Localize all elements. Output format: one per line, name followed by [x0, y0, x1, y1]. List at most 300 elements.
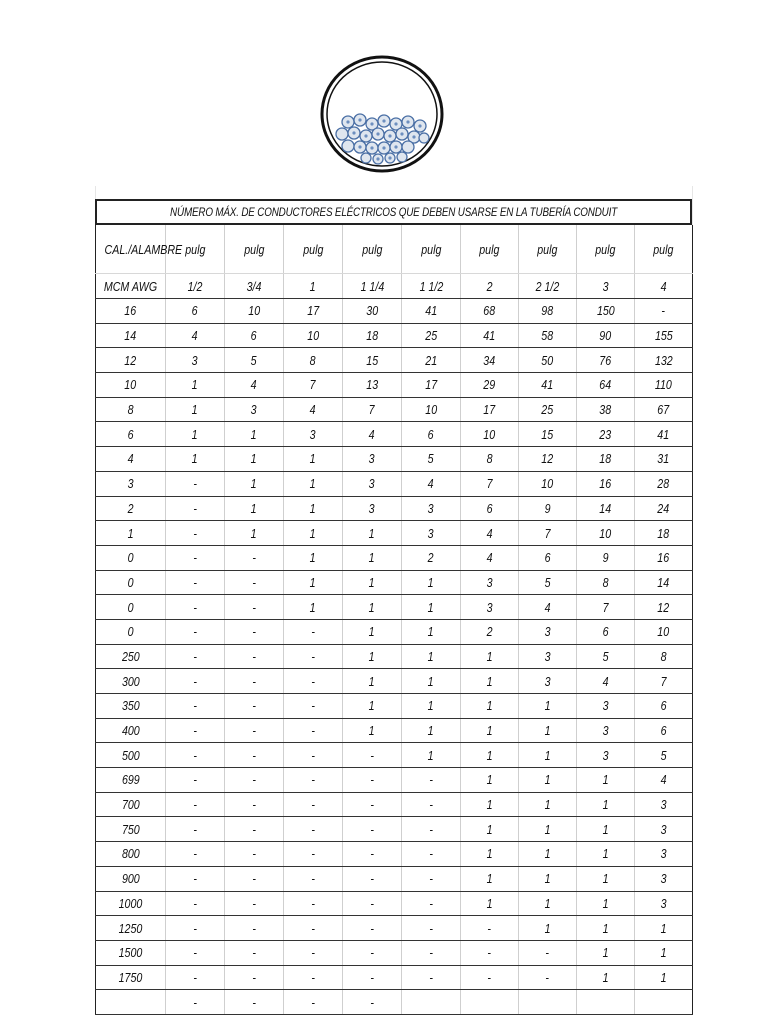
table-cell [519, 965, 577, 990]
table-cell [343, 619, 402, 644]
cell-text: 1 [369, 550, 375, 566]
table-cell [577, 471, 635, 496]
cell-text: 1 [369, 648, 375, 664]
table-cell [343, 866, 402, 891]
table-cell [166, 990, 225, 1015]
table-row [96, 768, 693, 793]
table-cell [225, 619, 284, 644]
table-cell [284, 768, 343, 793]
table-cell [577, 916, 635, 941]
table-cell [343, 521, 402, 546]
table-cell [519, 299, 577, 324]
table-row [96, 669, 693, 694]
cell-text: MCM AWG [103, 278, 158, 294]
cell-text: 1 [369, 698, 375, 714]
table-cell [519, 940, 577, 965]
cell-text: - [252, 797, 256, 813]
row-label-cell [96, 225, 183, 274]
cell-text: 1 [310, 476, 316, 492]
table-cell [166, 619, 225, 644]
cell-text: 2 [486, 278, 493, 294]
table-cell [343, 595, 402, 620]
table-cell [166, 718, 225, 743]
cell-text: 1 [369, 599, 375, 615]
cell-text: pulg [595, 241, 616, 257]
cell-text: 3 [486, 599, 493, 615]
cell-text: 21 [425, 352, 437, 368]
cell-text: 3 [660, 821, 667, 837]
table-cell [284, 940, 343, 965]
cell-text: 1 [428, 698, 434, 714]
table-cell [284, 669, 343, 694]
table-cell [402, 545, 461, 570]
table-cell [402, 619, 461, 644]
table-cell [577, 348, 635, 373]
table-cell [461, 545, 519, 570]
cell-text: - [193, 673, 197, 689]
cell-text: pulg [479, 241, 500, 257]
cell-text: 10 [425, 402, 437, 418]
cell-text: 1 [486, 673, 493, 689]
cell-text: - [252, 969, 256, 985]
table-cell [519, 471, 577, 496]
cell-text: 3 [544, 624, 551, 640]
cell-text: - [370, 945, 374, 961]
cell-text: 1750 [118, 969, 143, 985]
cell-text: 5 [660, 747, 667, 763]
cell-text: - [252, 821, 256, 837]
table-cell [343, 916, 402, 941]
table-row [96, 990, 693, 1015]
cell-text: 8 [660, 648, 667, 664]
table-cell [284, 743, 343, 768]
cell-text: 1 [602, 969, 609, 985]
table-cell [284, 817, 343, 842]
table-cell [577, 397, 635, 422]
table-cell [577, 866, 635, 891]
cell-text: - [429, 969, 433, 985]
cell-text: 1 [369, 574, 375, 590]
cell-text: 1 [428, 648, 434, 664]
table-cell [166, 891, 225, 916]
cell-text: - [311, 895, 315, 911]
cell-text: 18 [657, 525, 670, 541]
cell-text: 6 [660, 723, 667, 739]
cell-text: 1 [428, 624, 434, 640]
cell-text: - [193, 624, 197, 640]
row-label-cell [96, 644, 166, 669]
cell-text: 1 [486, 895, 493, 911]
table-cell [402, 866, 461, 891]
table-cell [402, 694, 461, 719]
table-cell [461, 644, 519, 669]
row-label-cell [96, 792, 166, 817]
cell-text: 6 [544, 550, 551, 566]
table-cell [343, 496, 402, 521]
cell-text: 10 [483, 426, 496, 442]
cell-text: 3 [127, 476, 134, 492]
cell-text: 1 1/2 [419, 278, 443, 294]
table-cell [343, 397, 402, 422]
cell-text: - [252, 574, 256, 590]
cell-text: 4 [127, 451, 134, 467]
cell-text: 350 [121, 698, 140, 714]
cell-text: 15 [541, 426, 554, 442]
table-cell [343, 669, 402, 694]
table-cell [284, 397, 343, 422]
cell-text: 1 [251, 476, 257, 492]
conduit-cross-section-icon [320, 54, 444, 174]
cell-text: - [429, 871, 433, 887]
table-cell [577, 965, 635, 990]
cell-text: - [487, 945, 492, 961]
cell-text: - [429, 895, 433, 911]
table-cell [402, 965, 461, 990]
cell-text: 6 [602, 624, 609, 640]
table-cell [461, 891, 519, 916]
cell-text: - [311, 747, 315, 763]
table-row [96, 570, 693, 595]
cell-text: 1 [602, 772, 609, 788]
cell-text: 3 [602, 698, 609, 714]
table-cell [635, 471, 693, 496]
cell-text: 6 [192, 303, 198, 319]
cell-text: 699 [121, 772, 140, 788]
cell-text: - [252, 723, 256, 739]
table-cell [225, 965, 284, 990]
table-cell [166, 521, 225, 546]
cell-text: - [252, 599, 256, 615]
cell-text: - [311, 624, 315, 640]
cell-text: - [370, 994, 374, 1010]
cell-text: 155 [654, 328, 673, 344]
table-row [96, 916, 693, 941]
table-row [96, 348, 693, 373]
row-label-cell [96, 842, 166, 867]
row-label-cell [96, 866, 166, 891]
cell-text: - [193, 747, 197, 763]
cell-text: 4 [369, 426, 375, 442]
table-cell [402, 916, 461, 941]
table-cell [343, 570, 402, 595]
table-cell [461, 422, 519, 447]
table-cell [166, 274, 225, 299]
table-cell [225, 521, 284, 546]
cell-text: - [370, 895, 374, 911]
table-cell [166, 768, 225, 793]
cell-text: 10 [541, 476, 554, 492]
cell-text: - [311, 673, 315, 689]
table-cell [635, 299, 693, 324]
table-row [96, 447, 693, 472]
cell-text: 3 [369, 500, 375, 516]
cell-text: - [252, 747, 256, 763]
table-cell [635, 373, 693, 398]
table-cell [343, 817, 402, 842]
table-cell [519, 373, 577, 398]
cell-text: 15 [366, 352, 378, 368]
table-cell [402, 644, 461, 669]
cell-text: 1 [251, 525, 257, 541]
table-cell [343, 842, 402, 867]
cell-text: 7 [486, 476, 493, 492]
cell-text: 3 [486, 574, 493, 590]
table-cell [635, 545, 693, 570]
table-cell [225, 891, 284, 916]
table-cell [166, 323, 225, 348]
table-cell [519, 225, 577, 274]
row-label-cell [96, 669, 166, 694]
cell-text: - [311, 723, 315, 739]
table-cell [461, 471, 519, 496]
cell-text: 1 [428, 574, 434, 590]
table-cell [166, 348, 225, 373]
conduit-fill-table-sheet [95, 199, 692, 1015]
table-cell [519, 817, 577, 842]
table-cell [225, 397, 284, 422]
cell-text: 25 [541, 402, 554, 418]
table-cell [635, 323, 693, 348]
cell-text: 1 [428, 747, 434, 763]
cell-text: 68 [483, 303, 496, 319]
table-cell [461, 990, 519, 1015]
table-cell [635, 916, 693, 941]
cell-text: 1 [486, 648, 493, 664]
cell-text: 5 [428, 451, 434, 467]
cell-text: - [370, 772, 374, 788]
cell-text: 7 [369, 402, 375, 418]
cell-text: 1 [192, 451, 198, 467]
cell-text: 4 [486, 525, 493, 541]
cell-text: - [193, 969, 197, 985]
cell-text: 31 [657, 451, 670, 467]
table-cell [402, 447, 461, 472]
cell-text: 1 [428, 723, 434, 739]
cell-text: 24 [657, 500, 670, 516]
cell-text: 1 [602, 945, 609, 961]
cell-text: - [252, 698, 256, 714]
cell-text: 3 [544, 648, 551, 664]
cell-text: - [252, 624, 256, 640]
cell-text: 1 [251, 426, 257, 442]
table-cell [577, 373, 635, 398]
table-cell [461, 397, 519, 422]
cell-text: 1 [127, 525, 134, 541]
cell-text: - [370, 871, 374, 887]
table-title [95, 199, 692, 225]
cell-text: 14 [657, 574, 670, 590]
table-cell [577, 422, 635, 447]
table-cell [519, 422, 577, 447]
cell-text: - [429, 945, 433, 961]
row-label-cell [96, 743, 166, 768]
cell-text: - [193, 797, 197, 813]
table-cell [461, 817, 519, 842]
cell-text: 76 [599, 352, 612, 368]
table-cell [519, 990, 577, 1015]
table-cell [519, 447, 577, 472]
cell-text: 34 [483, 352, 496, 368]
cell-text: 3 [310, 426, 316, 442]
cell-text: - [193, 945, 197, 961]
table-cell [519, 718, 577, 743]
cell-text: - [370, 797, 374, 813]
table-cell [519, 595, 577, 620]
table-cell [166, 595, 225, 620]
table-cell [284, 471, 343, 496]
cell-text: 18 [366, 328, 378, 344]
table-cell [519, 570, 577, 595]
table-cell [166, 965, 225, 990]
cell-text: - [193, 648, 197, 664]
cell-text: 17 [307, 303, 319, 319]
table-cell [519, 916, 577, 941]
cell-text: 3 [544, 673, 551, 689]
cell-text: 98 [541, 303, 554, 319]
cell-text: - [487, 969, 492, 985]
table-cell [577, 619, 635, 644]
cell-text: - [311, 920, 315, 936]
table-cell [284, 619, 343, 644]
table-cell [635, 866, 693, 891]
table-cell [225, 718, 284, 743]
cell-text: 1 [544, 920, 551, 936]
cell-text: 700 [121, 797, 140, 813]
table-cell [343, 718, 402, 743]
table-cell [461, 768, 519, 793]
cell-text: 6 [127, 426, 134, 442]
cell-text: 800 [121, 846, 140, 862]
cell-text: 9 [602, 550, 609, 566]
table-row [96, 397, 693, 422]
table-cell [635, 669, 693, 694]
cell-text: 1 [369, 723, 375, 739]
cell-text: 12 [541, 451, 554, 467]
cell-text: 1 1/4 [360, 278, 384, 294]
table-cell [284, 718, 343, 743]
cell-text: - [311, 698, 315, 714]
cell-text: 1000 [118, 895, 143, 911]
cell-text: - [487, 920, 492, 936]
header-row [96, 225, 693, 274]
cell-text: 10 [657, 624, 670, 640]
table-cell [577, 718, 635, 743]
cell-text: 1 [369, 624, 375, 640]
cell-text: 1 [310, 550, 316, 566]
table-cell [225, 644, 284, 669]
cell-text: 3 [192, 352, 198, 368]
cell-text: 16 [657, 550, 670, 566]
cell-text: 41 [657, 426, 670, 442]
table-cell [519, 521, 577, 546]
table-cell [519, 496, 577, 521]
table-cell [284, 496, 343, 521]
cell-text: 4 [310, 402, 316, 418]
table-row [96, 299, 693, 324]
cell-text: 1 [660, 969, 667, 985]
table-cell [519, 891, 577, 916]
cell-text: 8 [310, 352, 316, 368]
cell-text: 1 [602, 871, 609, 887]
table-cell [519, 545, 577, 570]
cell-text: - [252, 871, 256, 887]
cell-text: 17 [483, 402, 496, 418]
table-cell [343, 274, 402, 299]
table-cell [402, 570, 461, 595]
table-cell [343, 225, 402, 274]
table-cell [225, 225, 284, 274]
cell-text: 23 [599, 426, 612, 442]
cell-text: - [311, 772, 315, 788]
table-cell [461, 447, 519, 472]
cell-text: - [661, 303, 666, 319]
cell-text: 5 [544, 574, 551, 590]
cell-text: 16 [599, 476, 612, 492]
cell-text: 1 [602, 846, 609, 862]
table-cell [519, 792, 577, 817]
table-cell [225, 916, 284, 941]
table-row [96, 619, 693, 644]
cell-text: 50 [541, 352, 554, 368]
table-cell [343, 694, 402, 719]
cell-text: 28 [657, 476, 670, 492]
cell-text: 1 [544, 772, 551, 788]
row-label-cell [96, 545, 166, 570]
table-cell [635, 521, 693, 546]
cell-text: 6 [428, 426, 434, 442]
cell-text: 1 [544, 797, 551, 813]
table-row [96, 595, 693, 620]
table-cell [225, 792, 284, 817]
cell-text: 8 [486, 451, 493, 467]
cell-text: 6 [660, 698, 667, 714]
table-cell [402, 768, 461, 793]
table-cell [519, 842, 577, 867]
row-label-cell [96, 299, 166, 324]
cell-text: 38 [599, 402, 612, 418]
cell-text: 1 [310, 500, 316, 516]
table-row [96, 792, 693, 817]
table-cell [519, 866, 577, 891]
cell-text: 1 [310, 451, 316, 467]
table-row [96, 842, 693, 867]
table-cell [402, 990, 461, 1015]
table-cell [402, 373, 461, 398]
table-cell [284, 891, 343, 916]
cell-text: 1 [428, 673, 434, 689]
cell-text: - [193, 895, 197, 911]
table-cell [343, 373, 402, 398]
table-cell [225, 348, 284, 373]
table-cell [577, 768, 635, 793]
cell-text: 3 [602, 723, 609, 739]
cell-text: 12 [124, 352, 137, 368]
table-cell [343, 990, 402, 1015]
table-cell [225, 323, 284, 348]
cell-text: 1 [486, 797, 493, 813]
table-cell [461, 792, 519, 817]
table-cell [166, 842, 225, 867]
table-cell [284, 644, 343, 669]
table-cell [577, 447, 635, 472]
table-cell [284, 274, 343, 299]
table-cell [343, 743, 402, 768]
table-cell [461, 595, 519, 620]
table-cell [343, 299, 402, 324]
table-row [96, 521, 693, 546]
cell-text: 10 [599, 525, 612, 541]
table-cell [166, 447, 225, 472]
